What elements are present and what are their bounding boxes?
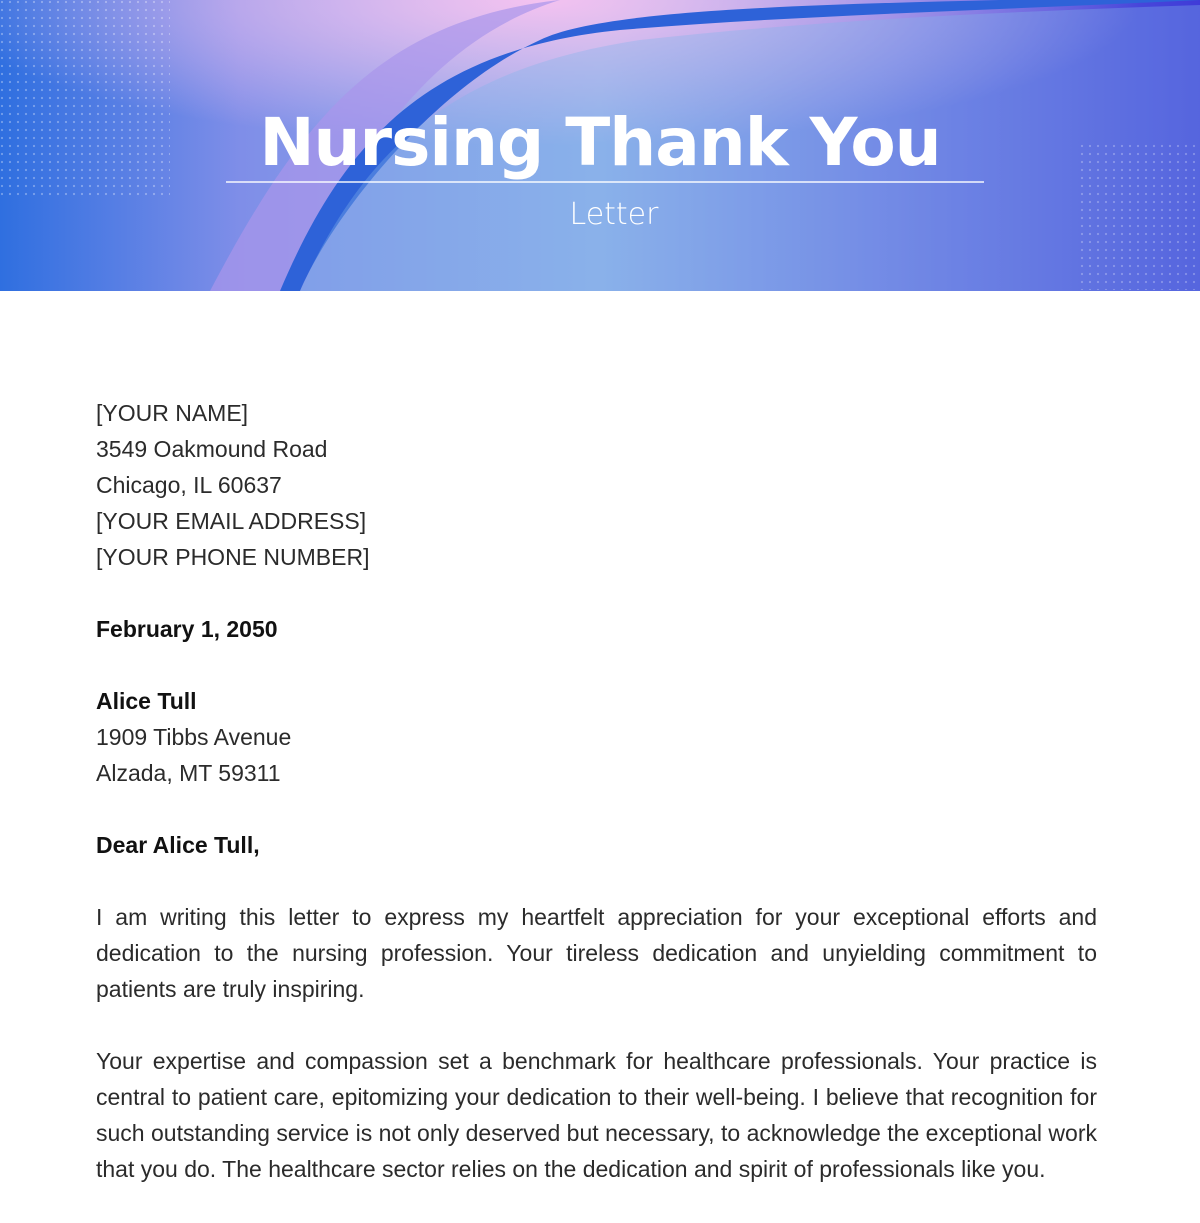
paragraph: Your expertise and compassion set a benchmark for healthcare professionals. Your practice is central to patient care, epitomizing your dedication to their well-being. I believe that recognition for such outstanding service is not only deserved but necessary, to acknowledge the exceptional work that you do. The healthcare sector relies on the dedication and spirit of professionals like you. [96, 1048, 1097, 1182]
salutation: Dear Alice Tull, [96, 832, 260, 858]
recipient-address [96, 683, 1097, 791]
sender-city: Chicago, IL 60637 [96, 472, 282, 498]
sender-email: [YOUR EMAIL ADDRESS] [96, 508, 367, 534]
letter-date: February 1, 2050 [96, 616, 278, 642]
recipient-name: Alice Tull [96, 688, 197, 714]
sender-phone: [YOUR PHONE NUMBER] [96, 544, 370, 570]
header-banner [0, 0, 1200, 291]
sender-street: 3549 Oakmound Road [96, 436, 328, 462]
letter-body [96, 395, 1097, 1223]
recipient-street: 1909 Tibbs Avenue [96, 724, 292, 750]
letter-subtitle: Letter [569, 197, 659, 232]
letter-title: Nursing Thank You [259, 104, 941, 181]
sender-name: [YOUR NAME] [96, 400, 249, 426]
recipient-city: Alzada, MT 59311 [96, 760, 281, 786]
paragraph: I am writing this letter to express my heartfelt appreciation for your exceptional efforts and dedication to the nursing profession. Your tireless dedication and unyielding commitment to patients are truly inspiring. [96, 904, 1097, 1002]
title-divider [226, 181, 984, 183]
sender-address [96, 395, 1097, 575]
